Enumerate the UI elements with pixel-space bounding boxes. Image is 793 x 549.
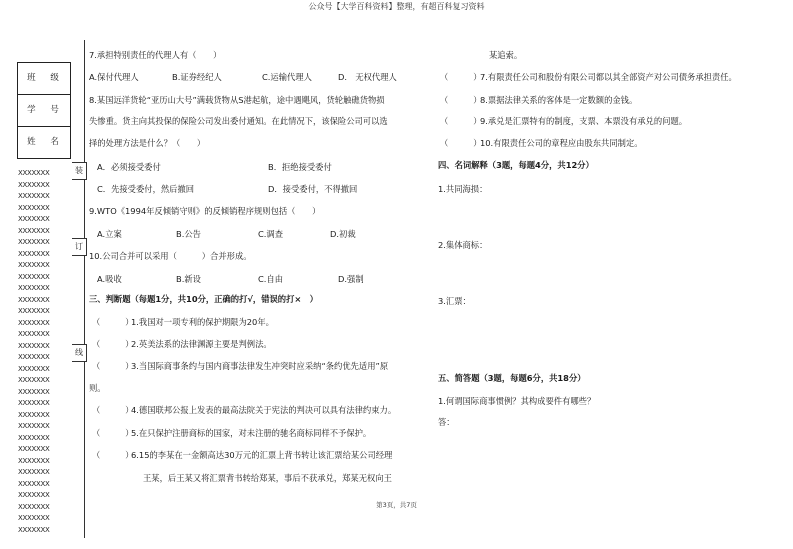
term-1: 1.共同海损： (438, 184, 488, 194)
tf1-text: 1.我国对一项专利的保护期限为20年。 (131, 317, 274, 327)
q7-option-b: B.证券经纪人 (172, 72, 222, 82)
binding-x-row: XXXXXXX (18, 410, 50, 419)
binding-x-row: XXXXXXX (18, 261, 50, 269)
tf1-paren: （ ） (92, 317, 134, 327)
tf7-text: 7.有限责任公司和股份有限公司都以其全部资产对公司债务承担责任。 (480, 72, 737, 82)
q8-option-c: C．先接受委付，然后撤回 (97, 184, 195, 194)
binding-tag-xian: 线 (72, 344, 87, 362)
tf8-paren: （ ） (440, 95, 482, 105)
binding-x-row: XXXXXXX (18, 169, 50, 177)
q10-option-b: B.新设 (176, 274, 201, 284)
binding-x-row: XXXXXXX (18, 226, 50, 235)
term-2: 2.集体商标： (438, 240, 488, 250)
binding-x-row: XXXXXXX (18, 525, 50, 534)
section4-title: 四、名词解释（3题，每题4分，共12分） (438, 160, 594, 170)
tf6-cont: 王某，后王某又将汇票背书转给郑某，事后不获承兑，郑某无权向王 (143, 473, 392, 483)
binding-x-row: XXXXXXX (18, 399, 50, 407)
binding-x-row: XXXXXXX (18, 479, 50, 488)
q8-option-b: B．拒绝接受委付 (268, 162, 332, 172)
binding-x-row: XXXXXXX (18, 180, 50, 189)
q9-option-d: D.初裁 (330, 229, 356, 239)
tf4-text: 4.德国联邦公报上发表的最高法院关于宪法的判决可以具有法律约束力。 (131, 405, 397, 415)
binding-x-column (18, 169, 70, 537)
section5-title: 五、简答题（3题，每题6分，共18分） (438, 373, 586, 383)
binding-x-row: XXXXXXX (18, 433, 50, 442)
binding-x-row: XXXXXXX (18, 364, 50, 373)
q9-option-a: A.立案 (97, 229, 122, 239)
binding-line (84, 40, 85, 538)
binding-tag-ding: 订 (72, 238, 87, 256)
tf6-paren: （ ） (92, 450, 134, 460)
q7-stem: 7.承担特别责任的代理人有（ ） (89, 50, 222, 60)
binding-x-row: XXXXXXX (18, 192, 50, 200)
binding-x-row: XXXXXXX (18, 468, 50, 476)
section3-title: 三、判断题（每题1分，共10分，正确的打√，错误的打× ） (89, 294, 318, 304)
q8-option-d: D．接受委付，不得撤回 (268, 184, 358, 194)
q8-line-2: 失惨重。货主向其投保的保险公司发出委付通知。在此情况下，该保险公司可以选 (89, 116, 388, 126)
tf3-text: 3.当国际商事条约与国内商事法律发生冲突时应采纳“条约优先适用”原 (131, 361, 389, 371)
q8-line-3: 择的处理方法是什么？（ ） (89, 138, 206, 148)
binding-x-row: XXXXXXX (18, 307, 50, 315)
binding-x-row: XXXXXXX (18, 249, 50, 258)
q8-line-1: 8.某国远洋货轮“亚历山大号”满载货物从S港起航，途中遇飓风，货轮触礁货物损 (89, 95, 385, 105)
name-label: 姓 名 (18, 127, 71, 159)
binding-x-row: XXXXXXX (18, 445, 50, 453)
binding-x-row: XXXXXXX (18, 272, 50, 281)
q10-option-a: A.吸收 (97, 274, 122, 284)
short-answer-q1: 1.何谓国际商事惯例？其构成要件有哪些？ (438, 396, 596, 406)
tf2-paren: （ ） (92, 339, 134, 349)
q10-option-c: C.自由 (258, 274, 284, 284)
tf9-text: 9.承兑是汇票特有的制度，支票、本票没有承兑的问题。 (480, 116, 688, 126)
binding-x-row: XXXXXXX (18, 353, 50, 361)
tf8-text: 8.票据法律关系的客体是一定数额的金钱。 (480, 95, 638, 105)
tf3-cont: 则。 (89, 383, 106, 393)
tf7-paren: （ ） (440, 72, 482, 82)
binding-x-row: XXXXXXX (18, 422, 50, 430)
tf2-text: 2.英美法系的法律渊源主要是判例法。 (131, 339, 272, 349)
page-header: 公众号【大学百科资料】整理，有超百科复习资料 (308, 2, 485, 11)
tf9-paren: （ ） (440, 116, 482, 126)
tf6-text: 6.15的李某在一金额高达30万元的汇票上背书转让该汇票给某公司经理 (131, 450, 393, 460)
q7-option-d: D. 无权代理人 (338, 72, 397, 82)
term-3: 3.汇票： (438, 296, 471, 306)
tf3-paren: （ ） (92, 361, 134, 371)
tf6-cont-right: 某追索。 (489, 50, 523, 60)
binding-x-row: XXXXXXX (18, 456, 50, 465)
student-id-label: 学 号 (18, 95, 71, 127)
q8-option-a: A．必须接受委付 (97, 162, 161, 172)
page-number: 第3页，共7页 (376, 501, 417, 509)
tf4-paren: （ ） (92, 405, 134, 415)
binding-x-row: XXXXXXX (18, 215, 50, 223)
binding-x-row: XXXXXXX (18, 491, 50, 499)
tf5-paren: （ ） (92, 428, 134, 438)
answer-label: 答： (438, 417, 455, 427)
binding-x-row: XXXXXXX (18, 514, 50, 522)
binding-x-row: XXXXXXX (18, 318, 50, 327)
binding-x-row: XXXXXXX (18, 376, 50, 384)
binding-x-row: XXXXXXX (18, 387, 50, 396)
q10-stem: 10.公司合并可以采用（ ）合并形成。 (89, 251, 252, 261)
binding-x-row: XXXXXXX (18, 295, 50, 304)
q9-stem: 9.WTO《1994年反倾销守则》的反倾销程序规则包括（ ） (89, 206, 321, 216)
q9-option-c: C.调查 (258, 229, 284, 239)
binding-x-row: XXXXXXX (18, 284, 50, 292)
tf10-text: 10.有限责任公司的章程应由股东共同制定。 (480, 138, 643, 148)
q9-option-b: B.公告 (176, 229, 201, 239)
binding-x-row: XXXXXXX (18, 330, 50, 338)
q10-option-d: D.强制 (338, 274, 364, 284)
tf5-text: 5.在只保护注册商标的国家，对未注册的驰名商标同样不予保护。 (131, 428, 372, 438)
student-info-table (17, 62, 71, 159)
class-label: 班 级 (18, 63, 71, 95)
binding-x-row: XXXXXXX (18, 502, 50, 511)
binding-x-row: XXXXXXX (18, 203, 50, 212)
binding-x-row: XXXXXXX (18, 341, 50, 350)
binding-x-row: XXXXXXX (18, 238, 50, 246)
tf10-paren: （ ） (440, 138, 482, 148)
q7-option-a: A.保付代理人 (89, 72, 139, 82)
q7-option-c: C.运输代理人 (262, 72, 312, 82)
binding-tag-zhuang: 装 (72, 162, 87, 180)
